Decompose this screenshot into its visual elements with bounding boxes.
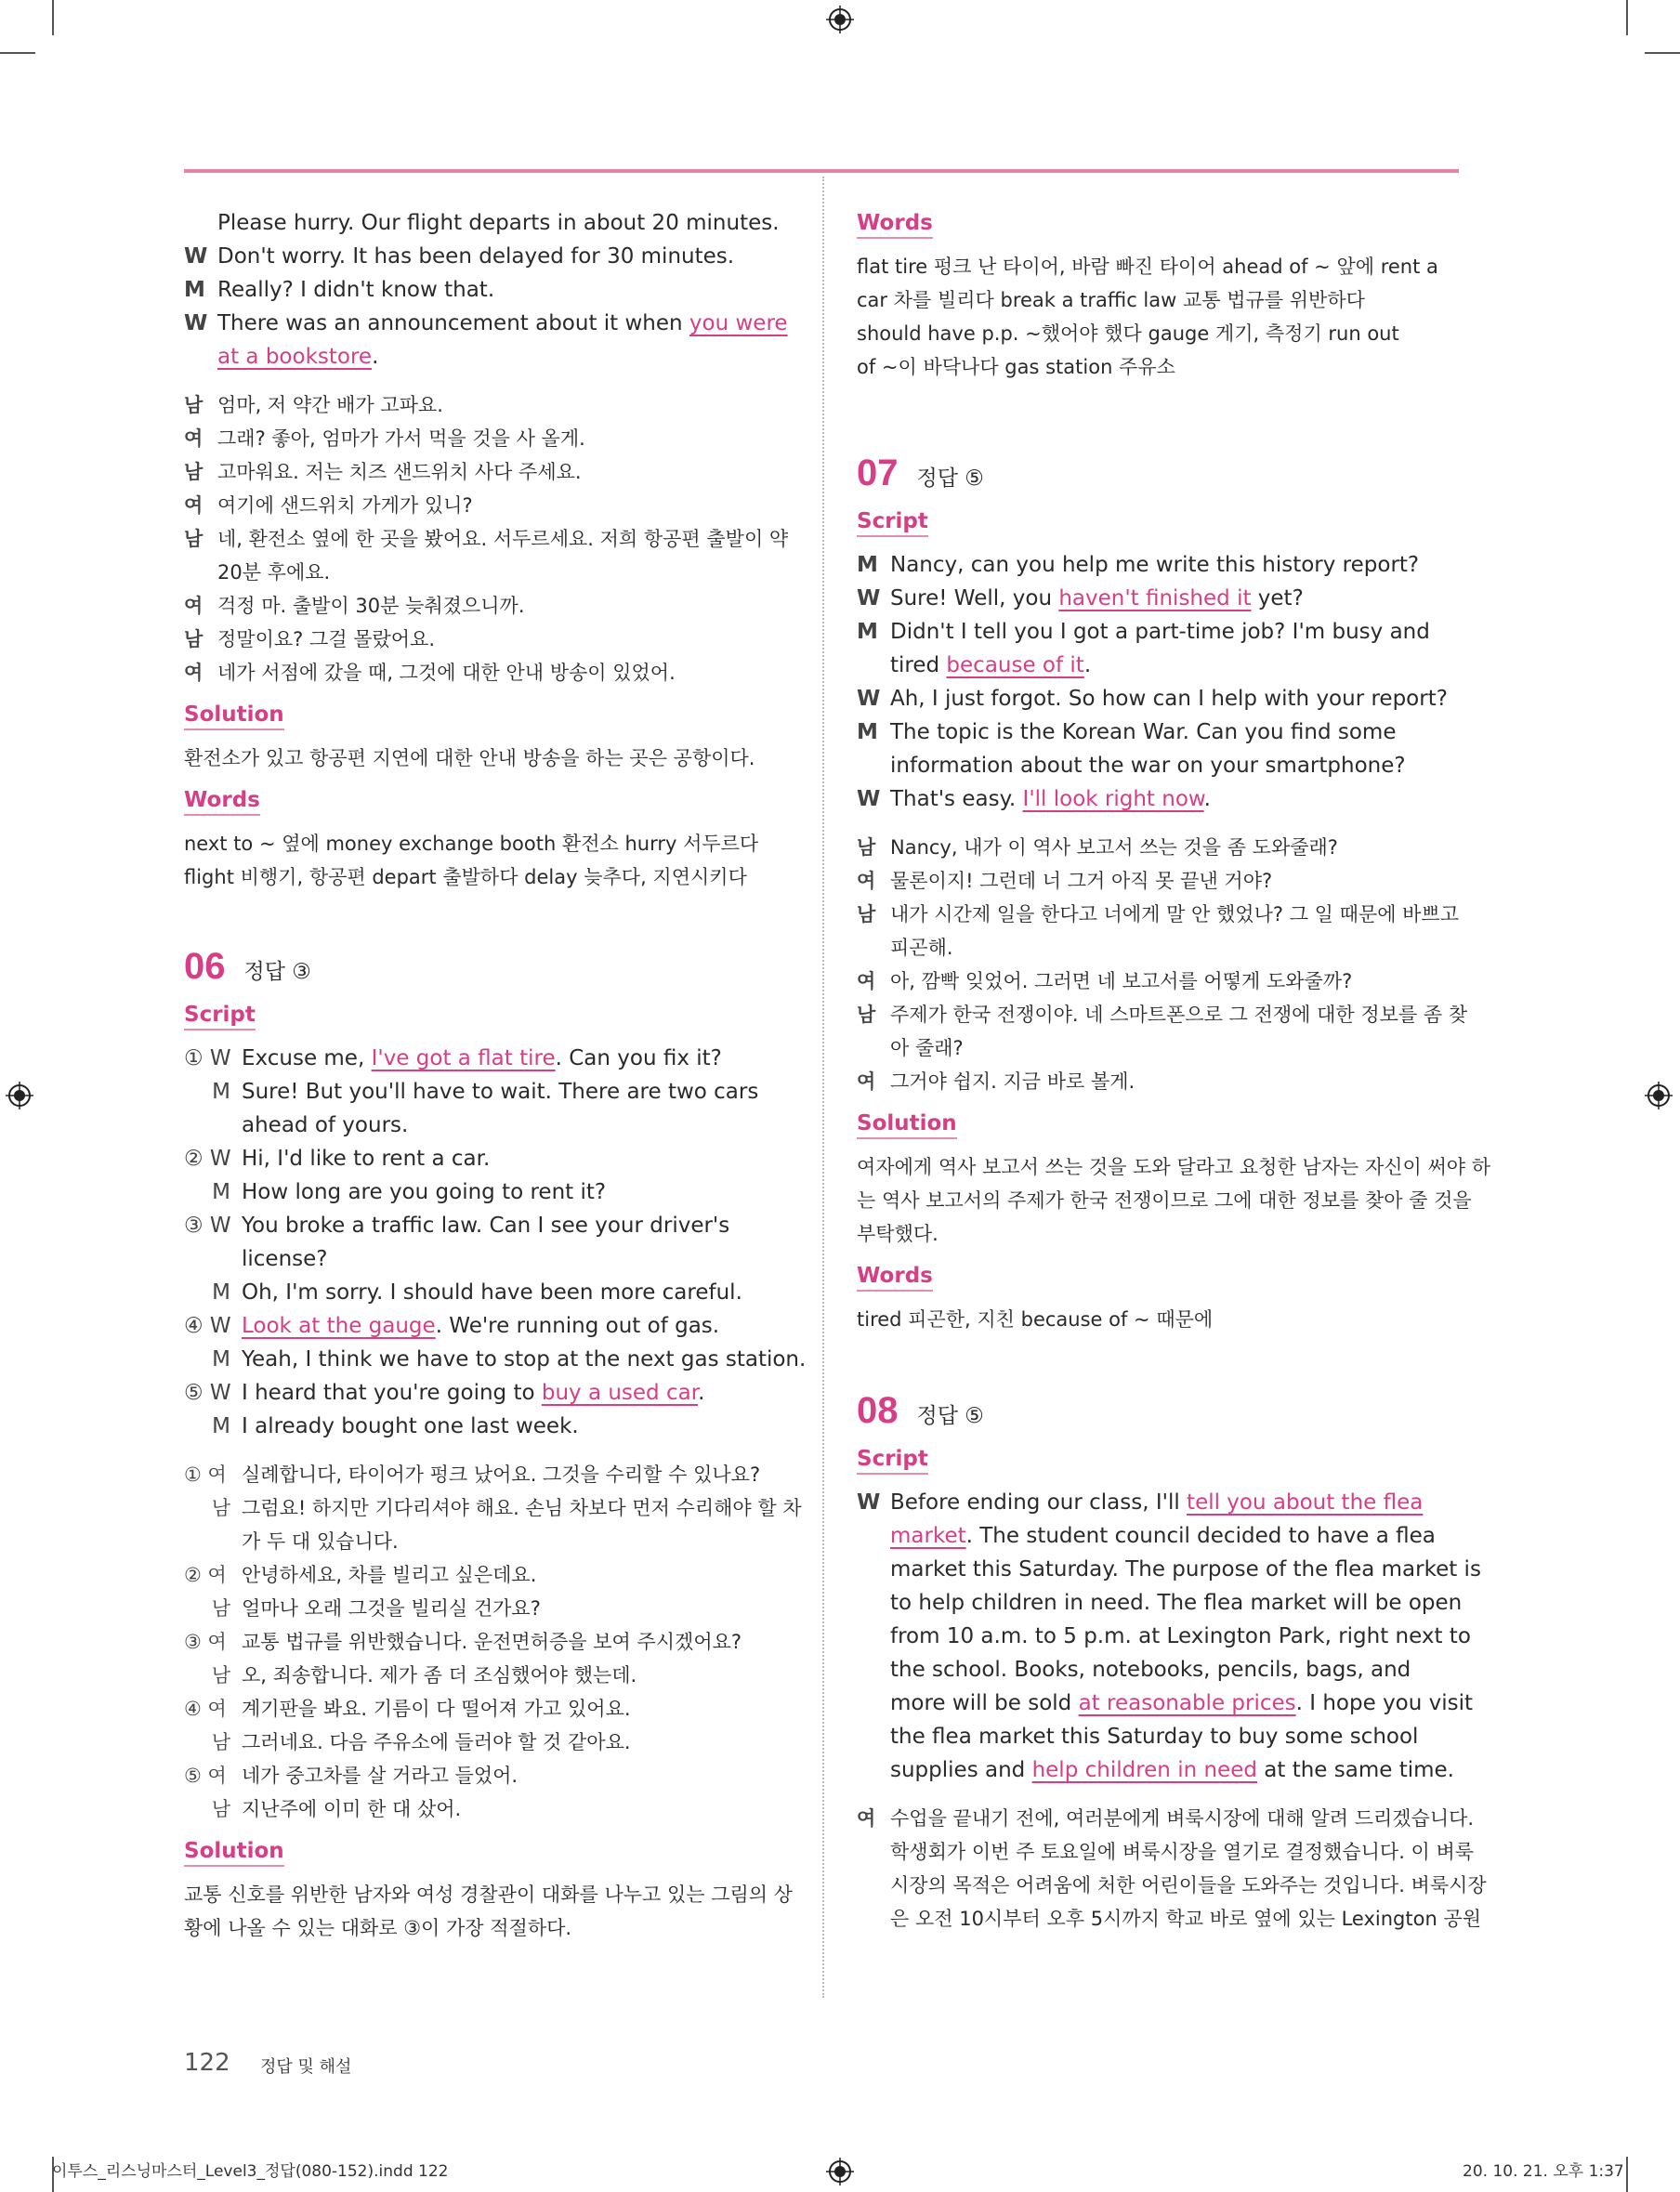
translation-line: 남 지난주에 이미 한 대 샀어. (211, 1798, 462, 1820)
dialog-line: license? (242, 1247, 328, 1271)
dialog-line: the flea market this Saturday to buy some school (890, 1725, 1419, 1749)
translation-line: 남 그럼요! 하지만 기다리셔야 해요. 손님 차보다 먼저 수리해야 할 차 (211, 1497, 802, 1519)
script-heading: Script (857, 1445, 928, 1475)
dialog-line: W Before ending our class, I'll tell you about the flea (857, 1490, 1424, 1515)
translation-line: 남 주제가 한국 전쟁이야. 네 스마트폰으로 그 전쟁에 대한 정보를 좀 찾 (857, 1004, 1468, 1026)
translation-line: 시장의 목적은 어려움에 처한 어린이들을 도와주는 것입니다. 벼룩시장 (890, 1874, 1487, 1897)
dialog-line: M Didn't I tell you I got a part-time job? I'm busy and (857, 620, 1430, 644)
words-heading: Words (184, 786, 260, 816)
underlined-answer: at a bookstore (217, 345, 373, 369)
header-rule (184, 169, 1459, 173)
underlined-answer: I've got a flat tire (371, 1046, 556, 1070)
underlined-answer: tell you about the flea (1187, 1490, 1424, 1515)
script-heading: Script (184, 1001, 256, 1030)
translation-line: 남 오, 죄송합니다. 제가 좀 더 조심했어야 했는데. (211, 1664, 637, 1687)
translation-line: 은 오전 10시부터 오후 5시까지 학교 바로 옆에 있는 Lexington 공원 (890, 1908, 1482, 1930)
translation-line: 남 정말이요? 그걸 몰랐어요. (184, 628, 436, 650)
dialog-line: market. The student council decided to have a flea (890, 1524, 1436, 1548)
translation (857, 1802, 1487, 1936)
question-heading (857, 453, 1459, 495)
question-heading (184, 946, 786, 989)
translation-line: 여 그거야 쉽지. 지금 바로 볼게. (857, 1070, 1135, 1093)
words-line: flight 비행기, 항공편 depart 출발하다 delay 늦추다, 지연시키다 (184, 866, 747, 888)
answer-label: 정답 ⑤ (916, 466, 984, 491)
question-number: 08 (857, 1390, 899, 1431)
translation-line: 여 물론이지! 그런데 너 그거 아직 못 끝낸 거야? (857, 870, 1273, 892)
underlined-answer: you were (689, 311, 788, 335)
dialog-line: M Yeah, I think we have to stop at the next gas station. (212, 1347, 807, 1372)
translation-continued (184, 388, 789, 689)
words-line: of ~이 바닥나다 gas station 주유소 (857, 356, 1175, 378)
words-heading: Words (857, 209, 933, 239)
words-line: next to ~ 옆에 money exchange booth 환전소 hurry 서두르다 (184, 833, 759, 855)
crop-mark (1626, 2157, 1628, 2192)
page-number: 122 (184, 2049, 230, 2077)
translation-line: ② 여 안녕하세요, 차를 빌리고 싶은데요. (184, 1564, 537, 1586)
dialog-line: M I already bought one last week. (212, 1414, 579, 1438)
print-slug-timestamp: 20. 10. 21. 오후 1:37 (1463, 2162, 1624, 2181)
underlined-answer: buy a used car (541, 1381, 699, 1405)
dialog-line: at a bookstore. (217, 345, 379, 369)
dialog-line: market this Saturday. The purpose of the flea market is (890, 1557, 1481, 1582)
script-dialog (184, 1042, 807, 1443)
underlined-answer: Look at the gauge (242, 1314, 436, 1338)
words-line: should have p.p. ~했어야 했다 gauge 게기, 측정기 run out (857, 322, 1399, 345)
dialog-line: from 10 a.m. to 5 p.m. at Lexington Park, right next to (890, 1624, 1471, 1648)
translation-line: 여 걱정 마. 출발이 30분 늦춰졌으니까. (184, 595, 525, 617)
dialog-line: M Really? I didn't know that. (184, 278, 495, 302)
solution-heading: Solution (184, 701, 284, 730)
column-divider (822, 177, 824, 1998)
underlined-answer: I'll look right now (1022, 787, 1204, 811)
dialog-line: Please hurry. Our flight departs in about 20 minutes. (217, 211, 780, 235)
dialog-line: the school. Books, notebooks, pencils, bags, and (890, 1658, 1411, 1682)
underlined-answer: at reasonable prices (1078, 1691, 1296, 1715)
words-line: tired 피곤한, 지친 because of ~ 때문에 (857, 1308, 1214, 1331)
dialog-line: supplies and help children in need at the same time. (890, 1758, 1454, 1782)
dialog-line: W Sure! Well, you haven't finished it yet? (857, 586, 1304, 610)
solution-line: 황에 나올 수 있는 대화로 ③이 가장 적절하다. (184, 1917, 572, 1939)
dialog-line: W That's easy. I'll look right now. (857, 787, 1211, 811)
dialog-continued (184, 206, 786, 374)
translation-line: ① 여 실례합니다, 타이어가 펑크 났어요. 그것을 수리할 수 있나요? (184, 1464, 761, 1486)
solution-line: 부탁했다. (857, 1223, 938, 1245)
dialog-line: M How long are you going to rent it? (212, 1180, 607, 1204)
script-dialog (857, 1486, 1481, 1787)
underlined-answer: market (890, 1524, 966, 1548)
footer-label: 정답 및 해설 (260, 2057, 352, 2077)
dialog-line: W Don't worry. It has been delayed for 30 minutes. (184, 244, 735, 269)
dialog-line: M The topic is the Korean War. Can you find some (857, 720, 1397, 744)
print-slug-filename: 이투스_리스닝마스터_Level3_정답(080-152).indd 122 (52, 2162, 449, 2181)
translation-line: ③ 여 교통 법규를 위반했습니다. 운전면허증을 보여 주시겠어요? (184, 1631, 742, 1653)
translation-line: 여 네가 서점에 갔을 때, 그것에 대한 안내 방송이 있었어. (184, 662, 676, 684)
dialog-line: W Ah, I just forgot. So how can I help with your report? (857, 687, 1448, 711)
crop-mark (0, 52, 35, 54)
dialog-line: ④ W Look at the gauge. We're running out of gas. (184, 1314, 720, 1338)
script-heading: Script (857, 507, 928, 537)
words-line: flat tire 펑크 난 타이어, 바람 빠진 타이어 ahead of ~ 앞에 rent a (857, 256, 1438, 278)
translation-line: 아 줄래? (890, 1037, 964, 1059)
registration-mark-icon (6, 1082, 33, 1109)
translation (857, 831, 1468, 1098)
right-column (857, 206, 1491, 1936)
translation-line: 여 아, 깜빡 잊었어. 그러면 네 보고서를 어떻게 도와줄까? (857, 970, 1353, 992)
translation-line: 남 내가 시간제 일을 한다고 너에게 말 안 했었나? 그 일 때문에 바쁘고 (857, 903, 1460, 925)
dialog-line: W There was an announcement about it when you were (184, 311, 788, 335)
translation-line: 남 얼마나 오래 그것을 빌리실 건가요? (211, 1597, 541, 1620)
translation-line: 남 네, 환전소 옆에 한 곳을 봤어요. 서두르세요. 저희 항공편 출발이 약 (184, 528, 789, 550)
translation-line: 남 Nancy, 내가 이 역사 보고서 쓰는 것을 좀 도와줄래? (857, 836, 1338, 859)
question-heading (857, 1390, 1459, 1433)
translation-line: 남 고마워요. 저는 치즈 샌드위치 사다 주세요. (184, 461, 582, 483)
crop-mark (52, 0, 54, 35)
dialog-line: M Oh, I'm sorry. I should have been more careful. (212, 1280, 742, 1305)
translation-line: 피곤해. (890, 937, 953, 959)
underlined-answer: haven't finished it (1058, 586, 1252, 610)
crop-mark (1645, 52, 1680, 54)
translation-line: 남 엄마, 저 약간 배가 고파요. (184, 394, 443, 416)
script-dialog (857, 548, 1459, 816)
solution-heading: Solution (857, 1109, 957, 1139)
question-number: 07 (857, 453, 899, 493)
solution-heading: Solution (184, 1837, 284, 1867)
underlined-answer: help children in need (1031, 1758, 1257, 1782)
dialog-line: M Nancy, can you help me write this history report? (857, 553, 1420, 577)
translation-line: ④ 여 계기판을 봐요. 기름이 다 떨어져 가고 있어요. (184, 1698, 631, 1720)
words-line: car 차를 빌리다 break a traffic law 교통 법규를 위반하다 (857, 289, 1365, 311)
dialog-line: ⑤ W I heard that you're going to buy a used car. (184, 1381, 705, 1405)
dialog-line: ③ W You broke a traffic law. Can I see your driver's (184, 1214, 730, 1238)
dialog-line: ② W Hi, I'd like to rent a car. (184, 1147, 491, 1171)
answer-label: 정답 ⑤ (916, 1404, 984, 1428)
translation-line: 여 그래? 좋아, 엄마가 가서 먹을 것을 사 올게. (184, 427, 585, 450)
solution-line: 는 역사 보고서의 주제가 한국 전쟁이므로 그에 대한 정보를 찾아 줄 것을 (857, 1189, 1472, 1212)
words-heading: Words (857, 1262, 933, 1292)
solution-line: 교통 신호를 위반한 남자와 여성 경찰관이 대화를 나누고 있는 그림의 상 (184, 1884, 794, 1906)
translation-line: ⑤ 여 네가 중고차를 살 거라고 들었어. (184, 1765, 518, 1787)
dialog-line: to help children in need. The flea market will be open (890, 1591, 1463, 1615)
registration-mark-icon (826, 6, 854, 33)
translation-line: 학생회가 이번 주 토요일에 벼룩시장을 열기로 결정했습니다. 이 벼룩 (890, 1841, 1475, 1863)
dialog-line: ahead of yours. (242, 1113, 409, 1137)
dialog-line: ① W Excuse me, I've got a flat tire. Can you fix it? (184, 1046, 722, 1070)
translation (184, 1458, 802, 1826)
dialog-line: information about the war on your smartphone? (890, 754, 1406, 778)
dialog-line: more will be sold at reasonable prices. I hope you visit (890, 1691, 1474, 1715)
left-column (184, 206, 807, 1945)
registration-mark-icon (826, 2158, 854, 2185)
crop-mark (1626, 0, 1628, 35)
dialog-line: M Sure! But you'll have to wait. There are two cars (212, 1080, 759, 1104)
dialog-line: tired because of it. (890, 653, 1092, 677)
solution-text: 환전소가 있고 항공편 지연에 대한 안내 방송을 하는 곳은 공항이다. (184, 747, 755, 769)
underlined-answer: because of it (946, 653, 1084, 677)
registration-mark-icon (1645, 1082, 1673, 1109)
solution-line: 여자에게 역사 보고서 쓰는 것을 도와 달라고 요청한 남자는 자신이 써야 하 (857, 1156, 1491, 1178)
translation-line: 여 수업을 끝내기 전에, 여러분에게 벼룩시장에 대해 알려 드리겠습니다. (857, 1807, 1475, 1830)
translation-line: 가 두 대 있습니다. (242, 1530, 399, 1553)
answer-label: 정답 ③ (243, 960, 311, 984)
translation-line: 20분 후에요. (217, 561, 331, 584)
question-number: 06 (184, 946, 226, 987)
translation-line: 남 그러네요. 다음 주유소에 들러야 할 것 같아요. (211, 1731, 631, 1753)
translation-line: 여 여기에 샌드위치 가게가 있니? (184, 494, 473, 517)
